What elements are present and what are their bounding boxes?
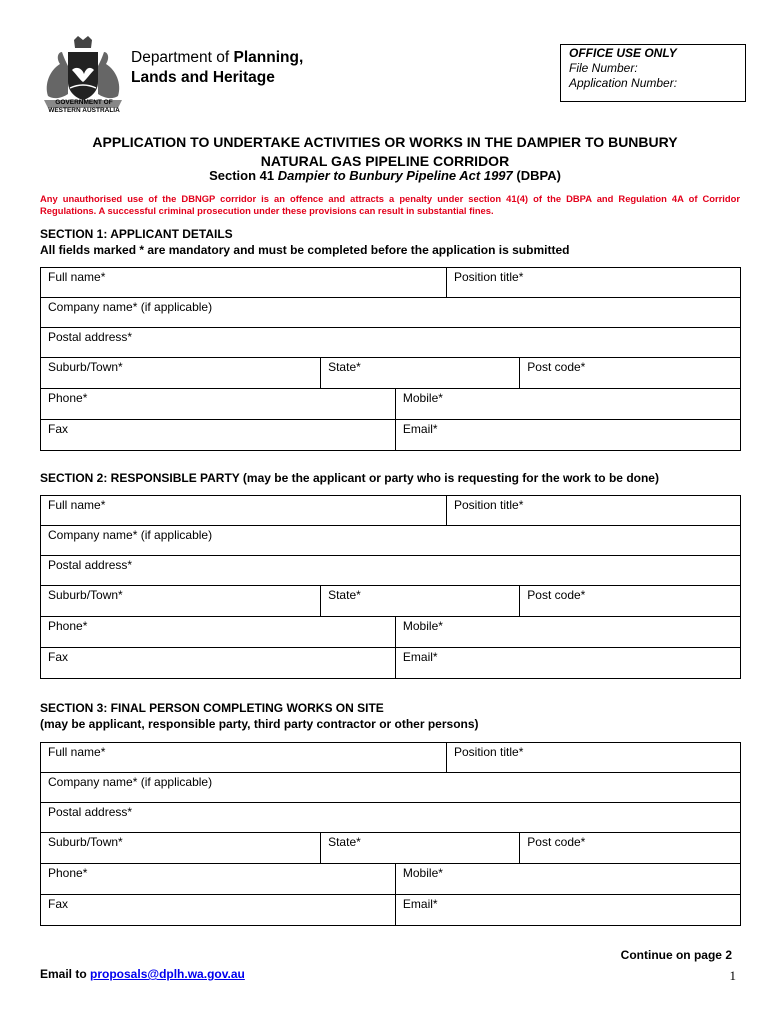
s2-mobile-field[interactable]: Mobile* [402, 619, 443, 633]
s3-phone-row [41, 864, 741, 895]
s1-fax-row [41, 420, 741, 451]
s3-postal-address-field[interactable]: Postal address* [41, 803, 741, 833]
section2-heading: SECTION 2: RESPONSIBLE PARTY (may be the applicant or party who is requesting for the work to be done) [40, 471, 659, 485]
section1-subheading: All fields marked * are mandatory and must be completed before the application is submitted [40, 243, 570, 257]
s1-suburb-row [41, 358, 741, 389]
section3-heading: SECTION 3: FINAL PERSON COMPLETING WORKS ON SITE [40, 701, 384, 715]
office-file-number: File Number: [569, 61, 638, 75]
page-number: 1 [729, 968, 736, 983]
crest-caption-line-2: WESTERN AUSTRALIA [48, 107, 120, 114]
subtitle-prefix: Section 41 [209, 168, 278, 183]
s2-full-name-field[interactable]: Full name* [41, 496, 447, 526]
dept-line1-plain: Department of [131, 49, 234, 66]
s3-phone-field[interactable]: Phone* [41, 864, 395, 894]
subtitle-suffix: (DBPA) [512, 168, 561, 183]
email-link[interactable]: proposals@dplh.wa.gov.au [90, 967, 245, 981]
section3-table [40, 742, 741, 926]
s2-position-title-field[interactable]: Position title* [447, 496, 741, 526]
s3-full-name-field[interactable]: Full name* [41, 743, 447, 773]
subtitle-act: Dampier to Bunbury Pipeline Act 1997 [277, 168, 513, 183]
s2-state-field[interactable]: State* [321, 586, 520, 616]
s2-suburb-field[interactable]: Suburb/Town* [41, 586, 321, 616]
s2-phone-row [41, 617, 741, 648]
continue-note: Continue on page 2 [620, 948, 732, 962]
crest-caption [38, 99, 130, 115]
s2-postal-address-field[interactable]: Postal address* [41, 556, 741, 586]
office-use-box [560, 44, 746, 102]
form-title-line1: APPLICATION TO UNDERTAKE ACTIVITIES OR WORKS IN THE DAMPIER TO BUNBURY [92, 134, 678, 150]
s1-phone-field[interactable]: Phone* [41, 389, 395, 419]
s1-email-field[interactable]: Email* [402, 422, 438, 436]
footer-email [40, 967, 245, 981]
s2-fax-row [41, 648, 741, 679]
s3-fax-field[interactable]: Fax [41, 895, 395, 925]
section3-subheading: (may be applicant, responsible party, third party contractor or other persons) [40, 717, 479, 731]
dept-line1-bold: Planning, [233, 49, 304, 66]
s3-position-title-field[interactable]: Position title* [447, 743, 741, 773]
section1-table [40, 267, 741, 451]
email-prefix: Email to [40, 967, 91, 981]
office-use-title: OFFICE USE ONLY [569, 46, 677, 60]
section1-header [40, 226, 569, 258]
form-title [0, 133, 770, 171]
s1-postal-address-field[interactable]: Postal address* [41, 328, 741, 358]
s2-fax-field[interactable]: Fax [41, 648, 395, 678]
s3-email-field[interactable]: Email* [402, 897, 438, 911]
s3-suburb-field[interactable]: Suburb/Town* [41, 833, 321, 863]
s2-post-code-field[interactable]: Post code* [527, 588, 586, 602]
form-subtitle [0, 168, 770, 183]
s1-mobile-field[interactable]: Mobile* [402, 391, 443, 405]
s1-state-field[interactable]: State* [321, 358, 520, 388]
s2-phone-field[interactable]: Phone* [41, 617, 395, 647]
s3-suburb-row [41, 833, 741, 864]
s1-company-name-field[interactable]: Company name* (if applicable) [41, 298, 741, 328]
s3-post-code-field[interactable]: Post code* [527, 835, 586, 849]
office-application-number: Application Number: [569, 76, 678, 90]
section2-header [40, 470, 659, 486]
s3-state-field[interactable]: State* [321, 833, 520, 863]
s3-company-name-field[interactable]: Company name* (if applicable) [41, 773, 741, 803]
s3-fax-row [41, 895, 741, 926]
form-title-line2: NATURAL GAS PIPELINE CORRIDOR [260, 153, 510, 169]
s1-fax-field[interactable]: Fax [41, 420, 395, 450]
crest-caption-line-1: GOVERNMENT OF [55, 99, 113, 106]
s3-mobile-field[interactable]: Mobile* [402, 866, 443, 880]
dept-line2: Lands and Heritage [131, 69, 275, 86]
section3-header [40, 700, 479, 732]
section1-heading: SECTION 1: APPLICANT DETAILS [40, 227, 233, 241]
s1-post-code-field[interactable]: Post code* [527, 360, 586, 374]
s1-full-name-field[interactable]: Full name* [41, 268, 447, 298]
s1-position-title-field[interactable]: Position title* [447, 268, 741, 298]
s2-suburb-row [41, 586, 741, 617]
warning-notice: Any unauthorised use of the DBNGP corridor is an offence and attracts a penalty under section 41(4) of the DBPA and Regulation 4A of Corridor Regulations. A successful criminal prosecution under these provisions can result in substantial fines. [40, 193, 740, 216]
section2-table [40, 495, 741, 679]
department-name [131, 48, 303, 88]
s2-company-name-field[interactable]: Company name* (if applicable) [41, 526, 741, 556]
s2-email-field[interactable]: Email* [402, 650, 438, 664]
s1-phone-row [41, 389, 741, 420]
s1-suburb-field[interactable]: Suburb/Town* [41, 358, 321, 388]
